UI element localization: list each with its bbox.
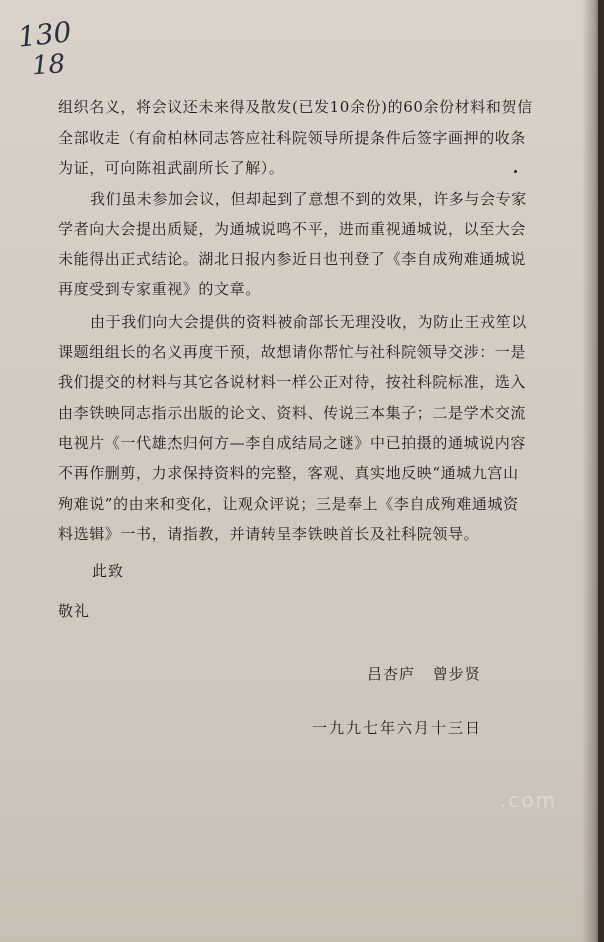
p3-line-8: 料选辑》一书，请指教，并请转呈李铁映首长及社科院领导。 xyxy=(58,525,480,543)
p3-line-4: 由李铁映同志指示出版的论文、资料、传说三本集子；二是学术交流 xyxy=(58,404,527,422)
closing-salutation: 此致 xyxy=(92,562,125,580)
watermark: .com xyxy=(500,788,558,812)
p3-line-7: 殉难说”的由来和变化，让观众评说；三是奉上《李自成殉难通城资 xyxy=(58,495,519,513)
page-number-bottom: 18 xyxy=(31,49,67,82)
p3-line-6: 不再作删剪，力求保持资料的完整，客观、真实地反映“通城九宫山 xyxy=(58,464,519,482)
signatories: 吕杏庐 曾步贤 xyxy=(367,665,481,683)
p3-line-3: 我们提交的材料与其它各说材料一样公正对待，按社科院标准，选入 xyxy=(58,373,527,391)
ink-speck xyxy=(514,170,517,173)
p3-line-2: 课题组组长的名义再度干预，故想请你帮忙与社科院领导交涉：一是 xyxy=(58,343,527,361)
p1-line-1: 组织名义，将会议还未来得及散发(已发10余份)的60余份材料和贺信 xyxy=(58,98,533,116)
p2-line-2: 学者向大会提出质疑，为通城说鸣不平，进而重视通城说，以至大会 xyxy=(58,220,527,238)
p3-line-1: 由于我们向大会提供的资料被俞部长无理没收，为防止王戎笙以 xyxy=(90,313,527,331)
handwritten-page-number xyxy=(16,15,73,82)
p2-line-4: 再度受到专家重视》的文章。 xyxy=(58,280,261,298)
page-number-top: 130 xyxy=(16,15,73,54)
closing-regards: 敬礼 xyxy=(58,602,91,620)
p2-line-3: 未能得出正式结论。湖北日报内参近日也刊登了《李自成殉难通城说 xyxy=(58,250,527,268)
p1-line-3: 为证，可向陈祖武副所长了解）。 xyxy=(58,159,285,177)
p3-line-5: 电视片《一代雄杰归何方—李自成结局之谜》中已拍摄的通城说内容 xyxy=(58,434,527,452)
p1-line-2: 全部收走（有俞柏林同志答应社科院领导所提条件后签字画押的收条 xyxy=(58,129,527,147)
page-edge-shadow xyxy=(582,0,604,942)
letter-date: 一九九七年六月十三日 xyxy=(312,719,483,737)
p2-line-1: 我们虽未参加会议，但却起到了意想不到的效果，许多与会专家 xyxy=(90,190,527,208)
